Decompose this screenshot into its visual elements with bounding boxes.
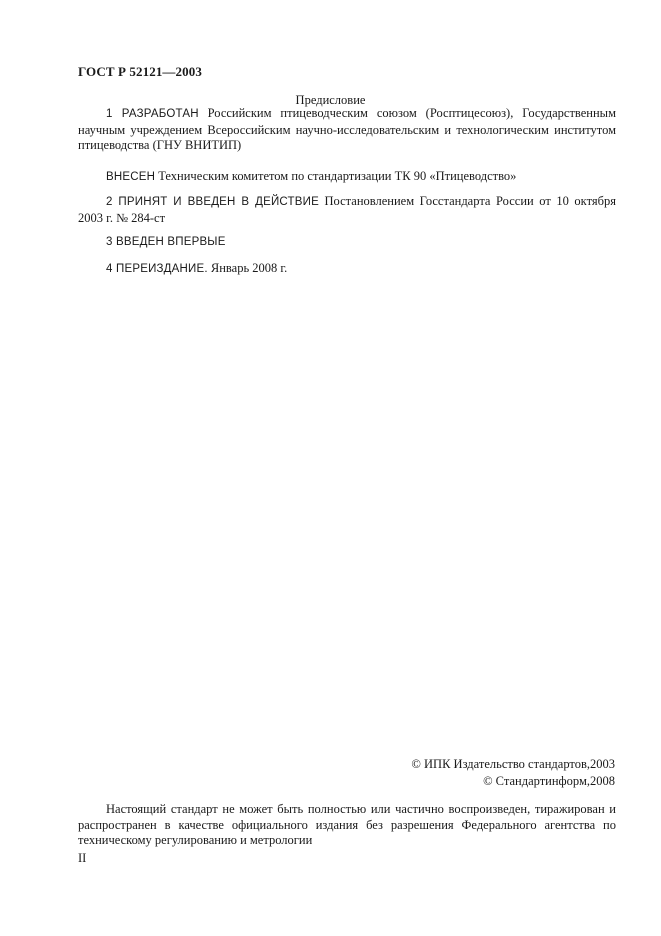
page-number: II: [78, 851, 87, 865]
item-text: Постановлением Госстандарта России от 10 октября 2003 г. № 284-ст: [78, 194, 617, 225]
item-lead: 1 РАЗРАБОТАН: [106, 108, 199, 120]
copyright-line-2: © Стандартинформ,2008: [483, 774, 615, 788]
item-text: Российским птицеводческим союзом (Росптицесоюз), Государственным научным учреждением Всероссийским научно-исследовательским и технологическим институтом птицеводства (ГНУ ВНИТИП): [78, 106, 616, 152]
item-lead: 4 ПЕРЕИЗДАНИЕ.: [106, 263, 208, 275]
item-text: Техническим комитетом по стандартизации ТК 90 «Птицеводство»: [155, 169, 517, 183]
copyright-line-1: © ИПК Издательство стандартов,2003: [411, 757, 615, 771]
item-lead: 2 ПРИНЯТ И ВВЕДЕН В ДЕЙСТВИЕ: [106, 196, 319, 208]
item-lead: 3 ВВЕДЕН ВПЕРВЫЕ: [106, 236, 226, 248]
item-first-introduced: [78, 234, 616, 251]
item-adopted: [78, 194, 616, 226]
item-introduced: [78, 169, 616, 186]
page-title: Предисловие: [295, 93, 366, 107]
item-developed: [78, 106, 616, 154]
item-lead: ВНЕСЕН: [106, 171, 156, 183]
item-text: Январь 2008 г.: [207, 261, 288, 275]
reproduction-notice: Настоящий стандарт не может быть полностью или частично воспроизведен, тиражирован и распространен в качестве официального издания без разрешения Федерального агентства по техническому регулированию и метрологии: [78, 802, 616, 847]
item-reissue: [78, 261, 616, 278]
standard-id-header: ГОСТ Р 52121—2003: [78, 64, 202, 79]
